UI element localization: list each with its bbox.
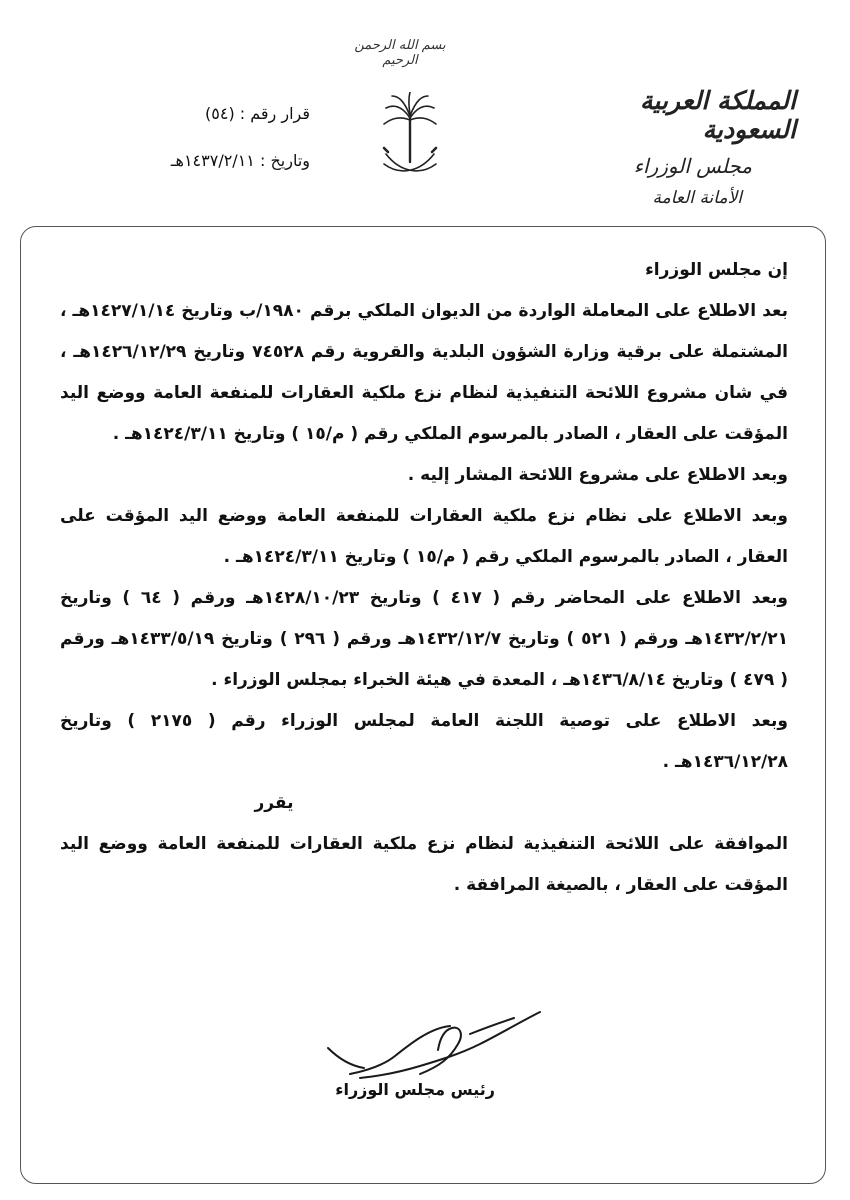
resolution-text: الموافقة على اللائحة التنفيذية لنظام نزع ملكية العقارات للمنفعة العامة ووضع اليد المؤقت على العقار ، بالصيغة المرافقة . bbox=[60, 834, 788, 895]
paragraph-committee: وبعد الاطلاع على توصية اللجنة العامة لمجلس الوزراء رقم ( ٢١٧٥ ) وتاريخ ١٤٣٦/١٢/٢٨هـ . bbox=[60, 711, 788, 772]
decides-heading: يقرر bbox=[254, 793, 294, 813]
secretariat-name: الأمانة العامة bbox=[652, 188, 742, 208]
decision-reference bbox=[60, 104, 310, 198]
decree-body bbox=[60, 250, 788, 906]
signature-image bbox=[300, 1004, 600, 1084]
opening-line: إن مجلس الوزراء bbox=[645, 260, 788, 280]
saudi-emblem-icon bbox=[380, 92, 440, 184]
decision-date: وتاريخ : ١٤٣٧/٢/١١هـ bbox=[170, 151, 310, 170]
paragraph-royal-court: بعد الاطلاع على المعاملة الواردة من الديوان الملكي برقم ١٩٨٠/ب وتاريخ ١٤٢٧/١/١٤هـ ، المشتملة على برقية وزارة الشؤون البلدية والقروية رقم ٧٤٥٢٨ وتاريخ ١٤٢٦/١٢/٢٩هـ ، في شان مشروع اللائحة التنفيذية لنظام نزع ملكية العقارات للمنفعة العامة ووضع اليد المؤقت على العقار ، الصادر بالمرسوم الملكي رقم ( م/١٥ ) وتاريخ ١٤٢٤/٣/١١هـ . bbox=[60, 301, 788, 444]
paragraph-system-review: وبعد الاطلاع على نظام نزع ملكية العقارات للمنفعة العامة ووضع اليد المؤقت على العقار ، الصادر بالمرسوم الملكي رقم ( م/١٥ ) وتاريخ ١٤٢٤/٣/١١هـ . bbox=[60, 506, 788, 567]
basmala: بسم الله الرحمن الرحيم bbox=[354, 38, 446, 68]
kingdom-name: المملكة العربية السعودية bbox=[640, 86, 796, 144]
paragraph-draft-review: وبعد الاطلاع على مشروع اللائحة المشار إليه . bbox=[407, 465, 788, 485]
letterhead bbox=[560, 86, 800, 208]
signer-title: رئيس مجلس الوزراء bbox=[335, 1080, 495, 1099]
council-name: مجلس الوزراء bbox=[633, 154, 752, 178]
paragraph-minutes: وبعد الاطلاع على المحاضر رقم ( ٤١٧ ) وتاريخ ١٤٢٨/١٠/٢٣هـ ورقم ( ٦٤ ) وتاريخ ١٤٣٢/٢/٢١هـ ورقم ( ٥٢١ ) وتاريخ ١٤٣٢/١٢/٧هـ ورقم ( ٢٩٦ ) وتاريخ ١٤٣٣/٥/١٩هـ ورقم ( ٤٧٩ ) وتاريخ ١٤٣٦/٨/١٤هـ ، المعدة في هيئة الخبراء بمجلس الوزراء . bbox=[60, 588, 789, 690]
decision-number: قرار رقم : (٥٤) bbox=[205, 104, 310, 123]
